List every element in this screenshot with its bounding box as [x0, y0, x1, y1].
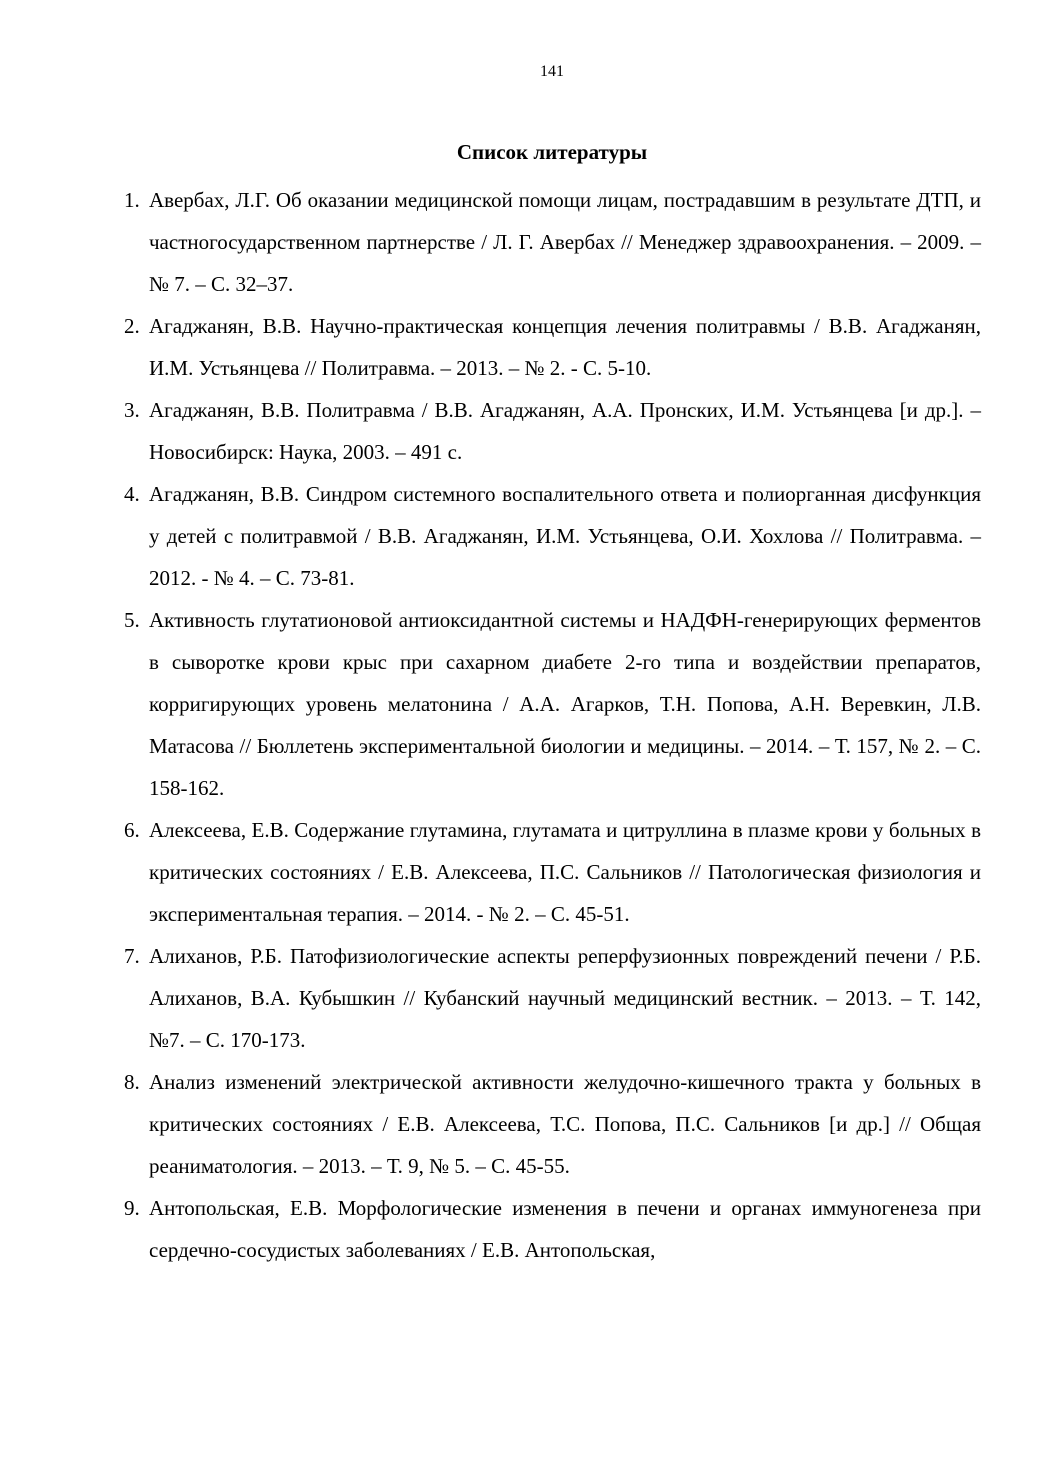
reference-text: Агаджанян, В.В. Синдром системного воспалительного ответа и полиорганная дисфункция у детей с политравмой / В.В. Агаджанян, И.М. Устьянцева, О.И. Хохлова // Политравма. – 2012. - № 4. – С. 73-81.: [149, 482, 981, 590]
reference-item: [121, 179, 981, 305]
page-number: 141: [540, 63, 564, 80]
reference-item: [121, 305, 981, 389]
reference-text: Антопольская, Е.В. Морфологические изменения в печени и органах иммуногенеза при сердечно-сосудистых заболеваниях / Е.В. Антопольская,: [149, 1196, 981, 1262]
reference-number: 4.: [124, 482, 140, 506]
reference-item: [121, 935, 981, 1061]
reference-number: 3.: [124, 398, 140, 422]
reference-item: [121, 473, 981, 599]
reference-item: [121, 809, 981, 935]
reference-item: [121, 599, 981, 809]
reference-text: Алиханов, Р.Б. Патофизиологические аспекты реперфузионных повреждений печени / Р.Б. Алиханов, В.А. Кубышкин // Кубанский научный медицинский вестник. – 2013. – Т. 142, №7. – С. 170-173.: [149, 944, 981, 1052]
reference-number: 7.: [124, 944, 140, 968]
reference-text: Агаджанян, В.В. Научно-практическая концепция лечения политравмы / В.В. Агаджанян, И.М. Устьянцева // Политравма. – 2013. – № 2. - С. 5-10.: [149, 314, 981, 380]
reference-item: [121, 1187, 981, 1271]
reference-number: 5.: [124, 608, 140, 632]
reference-number: 6.: [124, 818, 140, 842]
reference-number: 2.: [124, 314, 140, 338]
reference-number: 8.: [124, 1070, 140, 1094]
reference-item: [121, 1061, 981, 1187]
reference-number: 1.: [124, 188, 140, 212]
reference-item: [121, 389, 981, 473]
reference-text: Алексеева, Е.В. Содержание глутамина, глутамата и цитруллина в плазме крови у больных в критических состояниях / Е.В. Алексеева, П.С. Сальников // Патологическая физиология и экспериментальная терапия. – 2014. - № 2. – С. 45-51.: [149, 818, 981, 926]
reference-text: Анализ изменений электрической активности желудочно-кишечного тракта у больных в критических состояниях / Е.В. Алексеева, Т.С. Попова, П.С. Сальников [и др.] // Общая реаниматология. – 2013. – Т. 9, № 5. – С. 45-55.: [149, 1070, 981, 1178]
reference-text: Активность глутатионовой антиоксидантной системы и НАДФН-генерирующих ферментов в сыворотке крови крыс при сахарном диабете 2-го типа и воздействии препаратов, корригирующих уровень мелатонина / А.А. Агарков, Т.Н. Попова, А.Н. Веревкин, Л.В. Матасова // Бюллетень экспериментальной биологии и медицины. – 2014. – Т. 157, № 2. – С. 158-162.: [149, 608, 981, 800]
reference-text: Авербах, Л.Г. Об оказании медицинской помощи лицам, пострадавшим в результате ДТП, и частногосударственном партнерстве / Л. Г. Авербах // Менеджер здравоохранения. – 2009. – № 7. – С. 32–37.: [149, 188, 981, 296]
page-title: Список литературы: [456, 140, 648, 164]
reference-number: 9.: [124, 1196, 140, 1220]
reference-text: Агаджанян, В.В. Политравма / В.В. Агаджанян, А.А. Пронских, И.М. Устьянцева [и др.]. – Новосибирск: Наука, 2003. – 491 с.: [149, 398, 981, 464]
reference-list: [121, 179, 981, 1271]
